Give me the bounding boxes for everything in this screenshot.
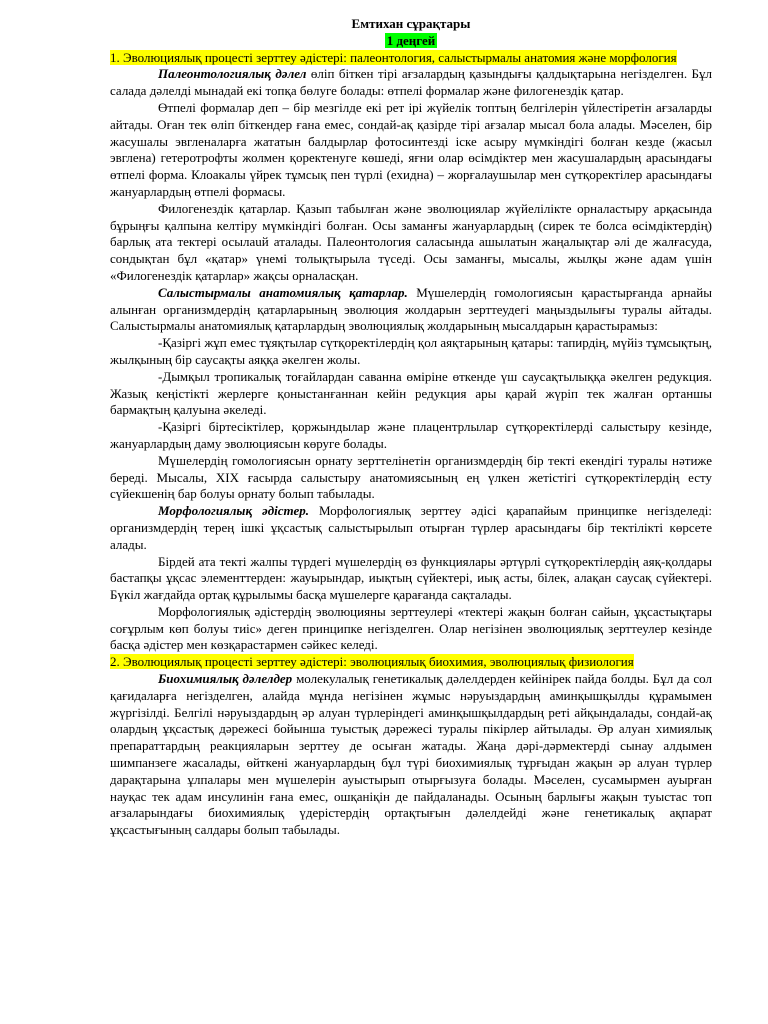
comparative-anatomy-paragraph xyxy=(110,285,712,335)
level-label: 1 деңгей xyxy=(386,32,436,48)
document-title: Емтихан сұрақтары xyxy=(351,16,471,31)
transitional-forms-paragraph: Өтпелі формалар деп – бір мезгілде екі рет ірі жүйелік топтың белгілерін үйлестіретін ағзаларды айтады. Оған тек өліп біткендер ғана емес, сондай-ақ қазірде тірі ағзалар мысал бола алады. Мәселен, бір жасушалы эвгленаларға жататын балдырлар фотосинтезді іске асыру мүмкіндігі болған кезде (жасыл эвглена) гетеротрофты жолмен қоректенуге көшеді, яғни олар өсімдіктер мен жасушалардың арасындағы өтпелі форма. Клоакалы үйрек тұмсық пен түрлі (ехидна) – жорғалаушылар мен сүтқоректілер арасындағы жануарлардың өтпелі формасы. xyxy=(110,99,712,199)
comparative-anatomy-lead: Салыстырмалы анатомиялық қатарлар. xyxy=(158,284,408,300)
list-item: -Қазіргі біртесіктілер, қоржындылар және плацентрлылар сүтқоректілерді салыстыру кезінде, жануарлардың даму эволюциясын көруге болады. xyxy=(110,419,712,451)
question-2-text: 2. Эволюциялық процесті зерттеу әдістері: эволюциялық биохимия, эволюциялық физиология xyxy=(110,654,634,670)
question-1-heading xyxy=(110,50,712,67)
list-item: -Қазіргі жұп емес тұяқтылар сүтқоректілердің қол аяқтарының қатары: тапирдің, мүйіз тұмсықтың, жылқының бір саусақты аяққа әкелген жолы. xyxy=(110,335,712,367)
paleontology-paragraph xyxy=(110,66,712,100)
morphology-text: Морфологиялық зерттеу әдісі қарапайым принципке негізделеді: организмдердің терең ішкі ұқсастық салыстырылып отырған түрлер арасындағы бір тектілікті көрсете алады. xyxy=(110,503,712,552)
list-item: -Дымқыл тропикалық тоғайлардан саванна өміріне өткенде үш саусақтылыққа әкелген редукция. Жазық кеңістікті жерлерге қоныстанғаннан кейін редукция ары қарай жүріп тек жалған ортаншы бармақтың қалуына әкеледі. xyxy=(110,368,712,418)
level-heading xyxy=(110,33,712,50)
biochemistry-text: молекулалық генетикалық дәлелдерден кейінірек пайда болды. Бұл да сол қағидаларға негізделген, алайда мұнда негізінен жұмыс нәруыздардың аминқышқылды құрамымен жүргізілді. Белгілі нәруыздардың әр алуан түрлеріндегі аминқышқылдардың реті айқындалады, сондай-ақ олардың ұқсастық дәрежесі бойынша туыстық дәрежесі туралы пікірлер айтылады. Әр алуан химиялық препараттардың реакцияларын зерттеу де осыған жатады. Жаңа дәрі-дәрмектерді сынау алдымен шимпанзеге жасалады, өйткені жануарлардың бұл түрі биохимиялық тұрғыдан жақын әр алуан түрлер дарақтарына ұлпалары мен мүшелерін ауыстырып отырғызуға болады. Мәселен, сусамырмен ауырған науқас тек адам инсулинін ғана емес, ошқаніқін де пайдаланады. Осының барлығы жақын туыстас топ ағзаларындағы биохимиялық үдерістердің ортақтығын дәлелдейді және генетикалық ақпарат ұқсастығының салдары болып табылады. xyxy=(110,671,712,838)
morphology-lead: Морфологиялық әдістер. xyxy=(158,503,310,519)
phylogenetic-series-paragraph: Филогенездік қатарлар. Қазып табылған және эволюциялар жүйелілікте орналастыру арқасында бұрыңғы қалпына келтіру мүмкіндігі болған. Осы заманғы жануарлардың (сирек те болса өсімдіктердің) барлық ата тектері осылаuй аталады. Палеонтология саласында ашылатын жаңалықтар әлі де жалғасуда, сондықтан бұл «қатар» үнемі толықтырыла түседі. Осы заманғы, мысалы, жылқы және адам үшін «Филогенездік қатарлар» жақсы орналасқан. xyxy=(110,200,712,283)
biochemistry-lead: Биохимиялық дәлелдер xyxy=(158,671,293,687)
question-2-heading xyxy=(110,654,712,671)
biochemistry-paragraph xyxy=(110,671,712,839)
paleontology-lead: Палеонтологиялық дәлел xyxy=(158,66,307,82)
limbs-paragraph: Бірдей ата текті жалпы түрдегі мүшелердің өз функциялары әртүрлі сүтқоректілердің аяқ-қолдары бастапқы ұқсас элементтерден: жауырындар, иықтың сүйектері, иық асты, білек, алақан саусақ сүйектері. Бүкіл жағдайда ортақ құрылымы басқа мүшелерге қарағанда сақталады. xyxy=(110,553,712,603)
morphology-methods-paragraph: Морфологиялық әдістердің эволюцияны зерттеулері «тектері жақын болған сайын, ұқсастықтары соғұрлым көп болуы тиіс» деген принципке негізделген. Олар негізінен эволюциялық зерттеулер кезінде басқа әдістер мен көзқарастармен сәйкес келеді. xyxy=(110,603,712,653)
question-1-text: 1. Эволюциялық процесті зерттеу әдістері: палеонтология, салыстырмалы анатомия және морфология xyxy=(110,49,677,65)
paleontology-text: өліп біткен тірі ағзалардың қазындығы қалдықтарына негізделген. Бұл салада дәлелді мынадай екі топқа бөлуге болады: өтпелі формалар және филогенездік қатар. xyxy=(110,66,712,99)
morphology-paragraph xyxy=(110,503,712,553)
comparative-anatomy-text: Мүшелердің гомологиясын қарастырғанда арнайы алынған организмдердің қатарларының эволюция жолдарын зерттеудегі маңыздылығы туралы айтады. Салыстырмалы анатомиялық қатарлардың эволюциялық жолдарының мысалдарын қарастырамыз: xyxy=(110,284,712,334)
homology-paragraph: Мүшелердің гомологиясын орнату зерттелінетін организмдердің бір текті екендігі туралы нәтиже береді. Мысалы, XIX ғасырда салыстыру анатомиясының ең үлкен жетістігі сүтқоректілердің есту сүйекшенің бар болуы орнату болып табылады. xyxy=(110,452,712,502)
